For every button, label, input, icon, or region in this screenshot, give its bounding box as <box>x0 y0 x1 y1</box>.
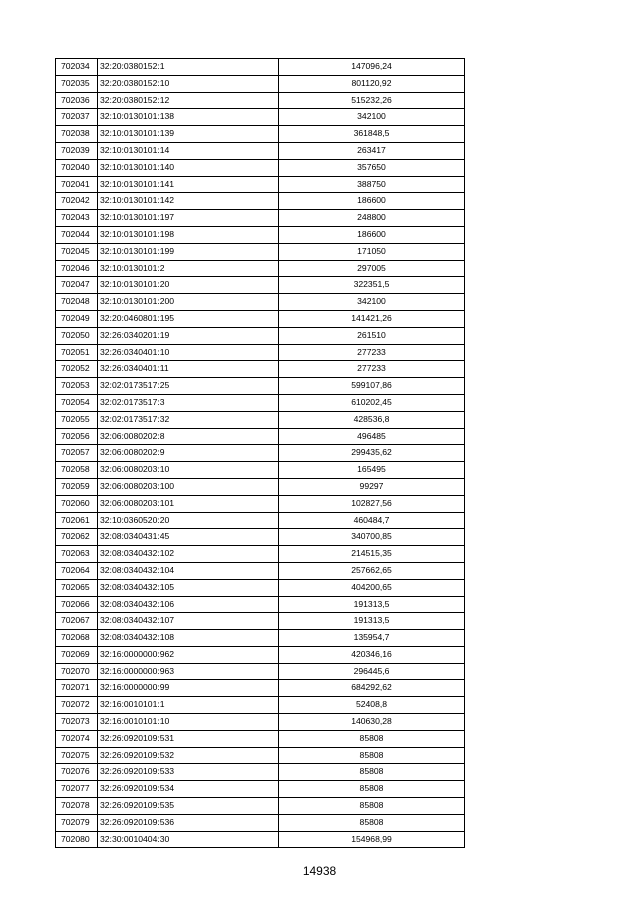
value-cell: 261510 <box>279 327 465 344</box>
cadastral-number-cell: 32:10:0130101:197 <box>98 210 279 227</box>
row-id-cell: 702073 <box>56 714 98 731</box>
value-cell: 361848,5 <box>279 126 465 143</box>
cadastral-number-cell: 32:02:0173517:32 <box>98 411 279 428</box>
table-row <box>56 512 465 529</box>
value-cell: 99297 <box>279 478 465 495</box>
cadastral-number-cell: 32:08:0340432:107 <box>98 613 279 630</box>
cadastral-number-cell: 32:06:0080203:10 <box>98 462 279 479</box>
table-row <box>56 781 465 798</box>
row-id-cell: 702048 <box>56 294 98 311</box>
value-cell: 684292,62 <box>279 680 465 697</box>
cadastral-number-cell: 32:30:0010404:30 <box>98 831 279 848</box>
value-cell: 342100 <box>279 294 465 311</box>
value-cell: 248800 <box>279 210 465 227</box>
cadastral-number-cell: 32:10:0130101:139 <box>98 126 279 143</box>
table-row <box>56 59 465 76</box>
row-id-cell: 702075 <box>56 747 98 764</box>
data-table <box>55 58 465 848</box>
cadastral-number-cell: 32:10:0130101:138 <box>98 109 279 126</box>
table-row <box>56 142 465 159</box>
cadastral-number-cell: 32:10:0130101:2 <box>98 260 279 277</box>
value-cell: 85808 <box>279 798 465 815</box>
row-id-cell: 702080 <box>56 831 98 848</box>
row-id-cell: 702041 <box>56 176 98 193</box>
table-row <box>56 411 465 428</box>
value-cell: 599107,86 <box>279 378 465 395</box>
row-id-cell: 702063 <box>56 546 98 563</box>
row-id-cell: 702068 <box>56 630 98 647</box>
value-cell: 171050 <box>279 243 465 260</box>
cadastral-number-cell: 32:10:0130101:20 <box>98 277 279 294</box>
value-cell: 85808 <box>279 814 465 831</box>
value-cell: 214515,35 <box>279 546 465 563</box>
value-cell: 141421,26 <box>279 310 465 327</box>
value-cell: 154968,99 <box>279 831 465 848</box>
value-cell: 257662,65 <box>279 562 465 579</box>
cadastral-number-cell: 32:16:0000000:963 <box>98 663 279 680</box>
row-id-cell: 702060 <box>56 495 98 512</box>
row-id-cell: 702076 <box>56 764 98 781</box>
cadastral-number-cell: 32:10:0130101:141 <box>98 176 279 193</box>
cadastral-number-cell: 32:16:0010101:10 <box>98 714 279 731</box>
cadastral-number-cell: 32:08:0340431:45 <box>98 529 279 546</box>
row-id-cell: 702077 <box>56 781 98 798</box>
row-id-cell: 702079 <box>56 814 98 831</box>
cadastral-number-cell: 32:26:0920109:532 <box>98 747 279 764</box>
row-id-cell: 702044 <box>56 226 98 243</box>
value-cell: 388750 <box>279 176 465 193</box>
table-row <box>56 478 465 495</box>
cadastral-number-cell: 32:20:0380152:10 <box>98 75 279 92</box>
table-row <box>56 394 465 411</box>
cadastral-number-cell: 32:26:0340401:11 <box>98 361 279 378</box>
table-body <box>56 59 465 848</box>
cadastral-number-cell: 32:08:0340432:102 <box>98 546 279 563</box>
value-cell: 85808 <box>279 730 465 747</box>
row-id-cell: 702067 <box>56 613 98 630</box>
value-cell: 191313,5 <box>279 613 465 630</box>
row-id-cell: 702042 <box>56 193 98 210</box>
table-row <box>56 462 465 479</box>
cadastral-number-cell: 32:10:0130101:200 <box>98 294 279 311</box>
cadastral-number-cell: 32:10:0130101:142 <box>98 193 279 210</box>
row-id-cell: 702051 <box>56 344 98 361</box>
table-row <box>56 680 465 697</box>
row-id-cell: 702059 <box>56 478 98 495</box>
value-cell: 186600 <box>279 226 465 243</box>
cadastral-number-cell: 32:26:0920109:533 <box>98 764 279 781</box>
row-id-cell: 702039 <box>56 142 98 159</box>
cadastral-number-cell: 32:20:0380152:1 <box>98 59 279 76</box>
table-row <box>56 193 465 210</box>
table-row <box>56 831 465 848</box>
cadastral-number-cell: 32:06:0080203:101 <box>98 495 279 512</box>
page-number: 14938 <box>302 864 337 878</box>
table-row <box>56 260 465 277</box>
cadastral-number-cell: 32:26:0340401:10 <box>98 344 279 361</box>
value-cell: 801120,92 <box>279 75 465 92</box>
row-id-cell: 702050 <box>56 327 98 344</box>
value-cell: 428536,8 <box>279 411 465 428</box>
table-row <box>56 630 465 647</box>
table-row <box>56 546 465 563</box>
table-row <box>56 697 465 714</box>
cadastral-number-cell: 32:26:0340201:19 <box>98 327 279 344</box>
value-cell: 186600 <box>279 193 465 210</box>
value-cell: 191313,5 <box>279 596 465 613</box>
table-row <box>56 646 465 663</box>
value-cell: 297005 <box>279 260 465 277</box>
row-id-cell: 702043 <box>56 210 98 227</box>
row-id-cell: 702036 <box>56 92 98 109</box>
value-cell: 140630,28 <box>279 714 465 731</box>
table-row <box>56 596 465 613</box>
row-id-cell: 702038 <box>56 126 98 143</box>
value-cell: 340700,85 <box>279 529 465 546</box>
cadastral-number-cell: 32:08:0340432:108 <box>98 630 279 647</box>
row-id-cell: 702069 <box>56 646 98 663</box>
table-row <box>56 243 465 260</box>
cadastral-number-cell: 32:08:0340432:104 <box>98 562 279 579</box>
value-cell: 85808 <box>279 781 465 798</box>
value-cell: 420346,16 <box>279 646 465 663</box>
table-row <box>56 445 465 462</box>
value-cell: 342100 <box>279 109 465 126</box>
value-cell: 277233 <box>279 344 465 361</box>
table-row <box>56 613 465 630</box>
row-id-cell: 702054 <box>56 394 98 411</box>
cadastral-number-cell: 32:06:0080202:8 <box>98 428 279 445</box>
cadastral-number-cell: 32:26:0920109:536 <box>98 814 279 831</box>
row-id-cell: 702037 <box>56 109 98 126</box>
cadastral-number-cell: 32:20:0460801:195 <box>98 310 279 327</box>
value-cell: 404200,65 <box>279 579 465 596</box>
row-id-cell: 702071 <box>56 680 98 697</box>
row-id-cell: 702065 <box>56 579 98 596</box>
row-id-cell: 702078 <box>56 798 98 815</box>
table-row <box>56 126 465 143</box>
value-cell: 165495 <box>279 462 465 479</box>
cadastral-number-cell: 32:10:0130101:140 <box>98 159 279 176</box>
cadastral-number-cell: 32:06:0080202:9 <box>98 445 279 462</box>
table-row <box>56 579 465 596</box>
cadastral-number-cell: 32:26:0920109:531 <box>98 730 279 747</box>
table-row <box>56 344 465 361</box>
table-row <box>56 310 465 327</box>
cadastral-number-cell: 32:10:0130101:14 <box>98 142 279 159</box>
table-row <box>56 747 465 764</box>
cadastral-number-cell: 32:08:0340432:106 <box>98 596 279 613</box>
cadastral-number-cell: 32:08:0340432:105 <box>98 579 279 596</box>
table-row <box>56 109 465 126</box>
value-cell: 277233 <box>279 361 465 378</box>
row-id-cell: 702035 <box>56 75 98 92</box>
row-id-cell: 702070 <box>56 663 98 680</box>
row-id-cell: 702047 <box>56 277 98 294</box>
table-row <box>56 159 465 176</box>
row-id-cell: 702072 <box>56 697 98 714</box>
cadastral-number-cell: 32:26:0920109:534 <box>98 781 279 798</box>
cadastral-number-cell: 32:10:0360520:20 <box>98 512 279 529</box>
cadastral-number-cell: 32:02:0173517:25 <box>98 378 279 395</box>
table-row <box>56 798 465 815</box>
value-cell: 460484,7 <box>279 512 465 529</box>
row-id-cell: 702056 <box>56 428 98 445</box>
row-id-cell: 702064 <box>56 562 98 579</box>
value-cell: 85808 <box>279 764 465 781</box>
value-cell: 52408,8 <box>279 697 465 714</box>
value-cell: 299435,62 <box>279 445 465 462</box>
row-id-cell: 702046 <box>56 260 98 277</box>
cadastral-number-cell: 32:10:0130101:198 <box>98 226 279 243</box>
cadastral-number-cell: 32:26:0920109:535 <box>98 798 279 815</box>
row-id-cell: 702045 <box>56 243 98 260</box>
cadastral-number-cell: 32:02:0173517:3 <box>98 394 279 411</box>
table-row <box>56 327 465 344</box>
value-cell: 357650 <box>279 159 465 176</box>
row-id-cell: 702074 <box>56 730 98 747</box>
row-id-cell: 702052 <box>56 361 98 378</box>
table-row <box>56 92 465 109</box>
cadastral-number-cell: 32:20:0380152:12 <box>98 92 279 109</box>
table-row <box>56 764 465 781</box>
table-row <box>56 378 465 395</box>
value-cell: 263417 <box>279 142 465 159</box>
table-row <box>56 277 465 294</box>
row-id-cell: 702057 <box>56 445 98 462</box>
cadastral-number-cell: 32:10:0130101:199 <box>98 243 279 260</box>
table-row <box>56 176 465 193</box>
value-cell: 296445,6 <box>279 663 465 680</box>
cadastral-number-cell: 32:06:0080203:100 <box>98 478 279 495</box>
value-cell: 135954,7 <box>279 630 465 647</box>
row-id-cell: 702053 <box>56 378 98 395</box>
row-id-cell: 702058 <box>56 462 98 479</box>
table-row <box>56 210 465 227</box>
cadastral-number-cell: 32:16:0000000:962 <box>98 646 279 663</box>
row-id-cell: 702040 <box>56 159 98 176</box>
table-row <box>56 663 465 680</box>
table-row <box>56 226 465 243</box>
table-row <box>56 529 465 546</box>
cadastral-number-cell: 32:16:0010101:1 <box>98 697 279 714</box>
table-row <box>56 75 465 92</box>
table-row <box>56 714 465 731</box>
row-id-cell: 702055 <box>56 411 98 428</box>
row-id-cell: 702061 <box>56 512 98 529</box>
row-id-cell: 702034 <box>56 59 98 76</box>
table-row <box>56 562 465 579</box>
table-row <box>56 428 465 445</box>
cadastral-number-cell: 32:16:0000000:99 <box>98 680 279 697</box>
row-id-cell: 702062 <box>56 529 98 546</box>
table-row <box>56 294 465 311</box>
value-cell: 85808 <box>279 747 465 764</box>
value-cell: 610202,45 <box>279 394 465 411</box>
value-cell: 496485 <box>279 428 465 445</box>
table-row <box>56 495 465 512</box>
table-row <box>56 814 465 831</box>
value-cell: 515232,26 <box>279 92 465 109</box>
value-cell: 322351,5 <box>279 277 465 294</box>
row-id-cell: 702049 <box>56 310 98 327</box>
row-id-cell: 702066 <box>56 596 98 613</box>
table-row <box>56 730 465 747</box>
table-row <box>56 361 465 378</box>
value-cell: 102827,56 <box>279 495 465 512</box>
value-cell: 147096,24 <box>279 59 465 76</box>
